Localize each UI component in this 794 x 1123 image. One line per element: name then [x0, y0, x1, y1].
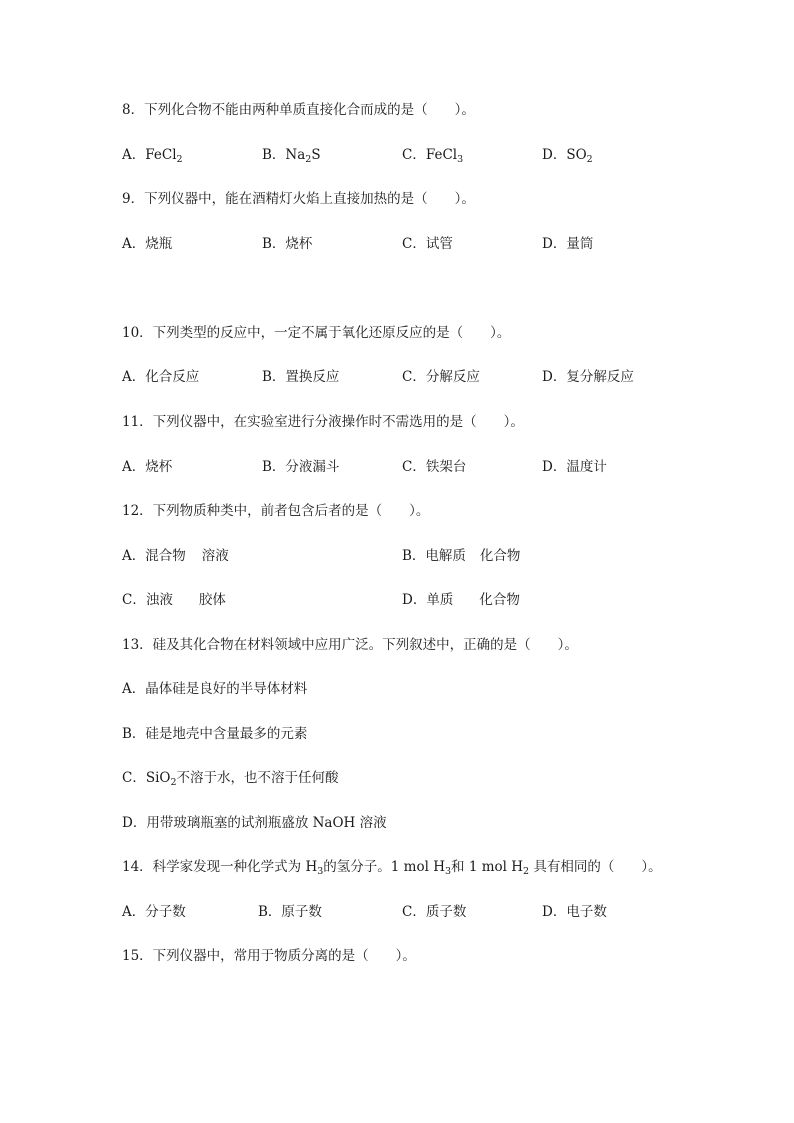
question-12-option-c: C．浊液 胶体	[122, 592, 226, 608]
question-9-option-d: D．量筒	[542, 236, 594, 252]
question-14-option-c: C．质子数	[402, 904, 467, 920]
question-8-option-d: D．$SO_2$	[542, 147, 593, 165]
question-11-option-c: C．铁架台	[402, 459, 467, 475]
question-8-option-a: A．FeCl$_2$	[122, 147, 183, 165]
question-11-option-a: A．烧杯	[122, 459, 173, 475]
question-9-option-c: C．试管	[402, 236, 453, 252]
question-12-option-d: D．单质 化合物	[402, 592, 520, 608]
question-10-option-c: C．分解反应	[402, 369, 480, 385]
question-9-stem: 9．下列仪器中，能在酒精灯火焰上直接加热的是（ ）。	[122, 191, 475, 207]
question-13-option-b: B．硅是地壳中含量最多的元素	[122, 726, 308, 742]
question-8-option-b: B．$Na_2S$	[262, 147, 321, 165]
question-10-option-a: A．化合反应	[122, 369, 200, 385]
question-11-option-d: D．温度计	[542, 459, 607, 475]
question-13-option-a: A．晶体硅是良好的半导体材料	[122, 681, 308, 697]
question-12-option-a: A．混合物 溶液	[122, 548, 229, 564]
question-9-option-a: A．烧瓶	[122, 236, 173, 252]
question-11-stem: 11．下列仪器中，在实验室进行分液操作时不需选用的是（ ）。	[122, 414, 524, 430]
question-14-option-b: B．原子数	[258, 904, 322, 920]
question-8-option-c: C．FeCl$_3$	[402, 147, 464, 165]
question-14-stem: 14．科学家发现一种化学式为 $H_3$的氢分子。1 mol $H_3$和 1 mol $H_2$ 具有相同的（ ）。	[122, 859, 662, 877]
question-11-option-b: B．分液漏斗	[262, 459, 340, 475]
question-10-stem: 10．下列类型的反应中，一定不属于氧化还原反应的是（ ）。	[122, 325, 511, 341]
question-13-option-d: D．用带玻璃瓶塞的试剂瓶盛放 NaOH 溶液	[122, 815, 387, 831]
question-10-option-d: D．复分解反应	[542, 369, 634, 385]
question-14-option-a: A．分子数	[122, 904, 186, 920]
question-8-stem: 8．下列化合物不能由两种单质直接化合而成的是（ ）。	[122, 102, 475, 118]
question-13-stem: 13．硅及其化合物在材料领域中应用广泛。下列叙述中，正确的是（ ）。	[122, 637, 578, 653]
question-12-stem: 12．下列物质种类中，前者包含后者的是（ ）。	[122, 503, 430, 519]
question-14-option-d: D．电子数	[542, 904, 607, 920]
question-10-option-b: B．置换反应	[262, 369, 340, 385]
question-15-stem: 15．下列仪器中，常用于物质分离的是（ ）。	[122, 948, 416, 964]
question-13-option-c: C．SiO$_2$不溶于水，也不溶于任何酸	[122, 770, 339, 788]
question-12-option-b: B．电解质 化合物	[402, 548, 521, 564]
question-9-option-b: B．烧杯	[262, 236, 313, 252]
